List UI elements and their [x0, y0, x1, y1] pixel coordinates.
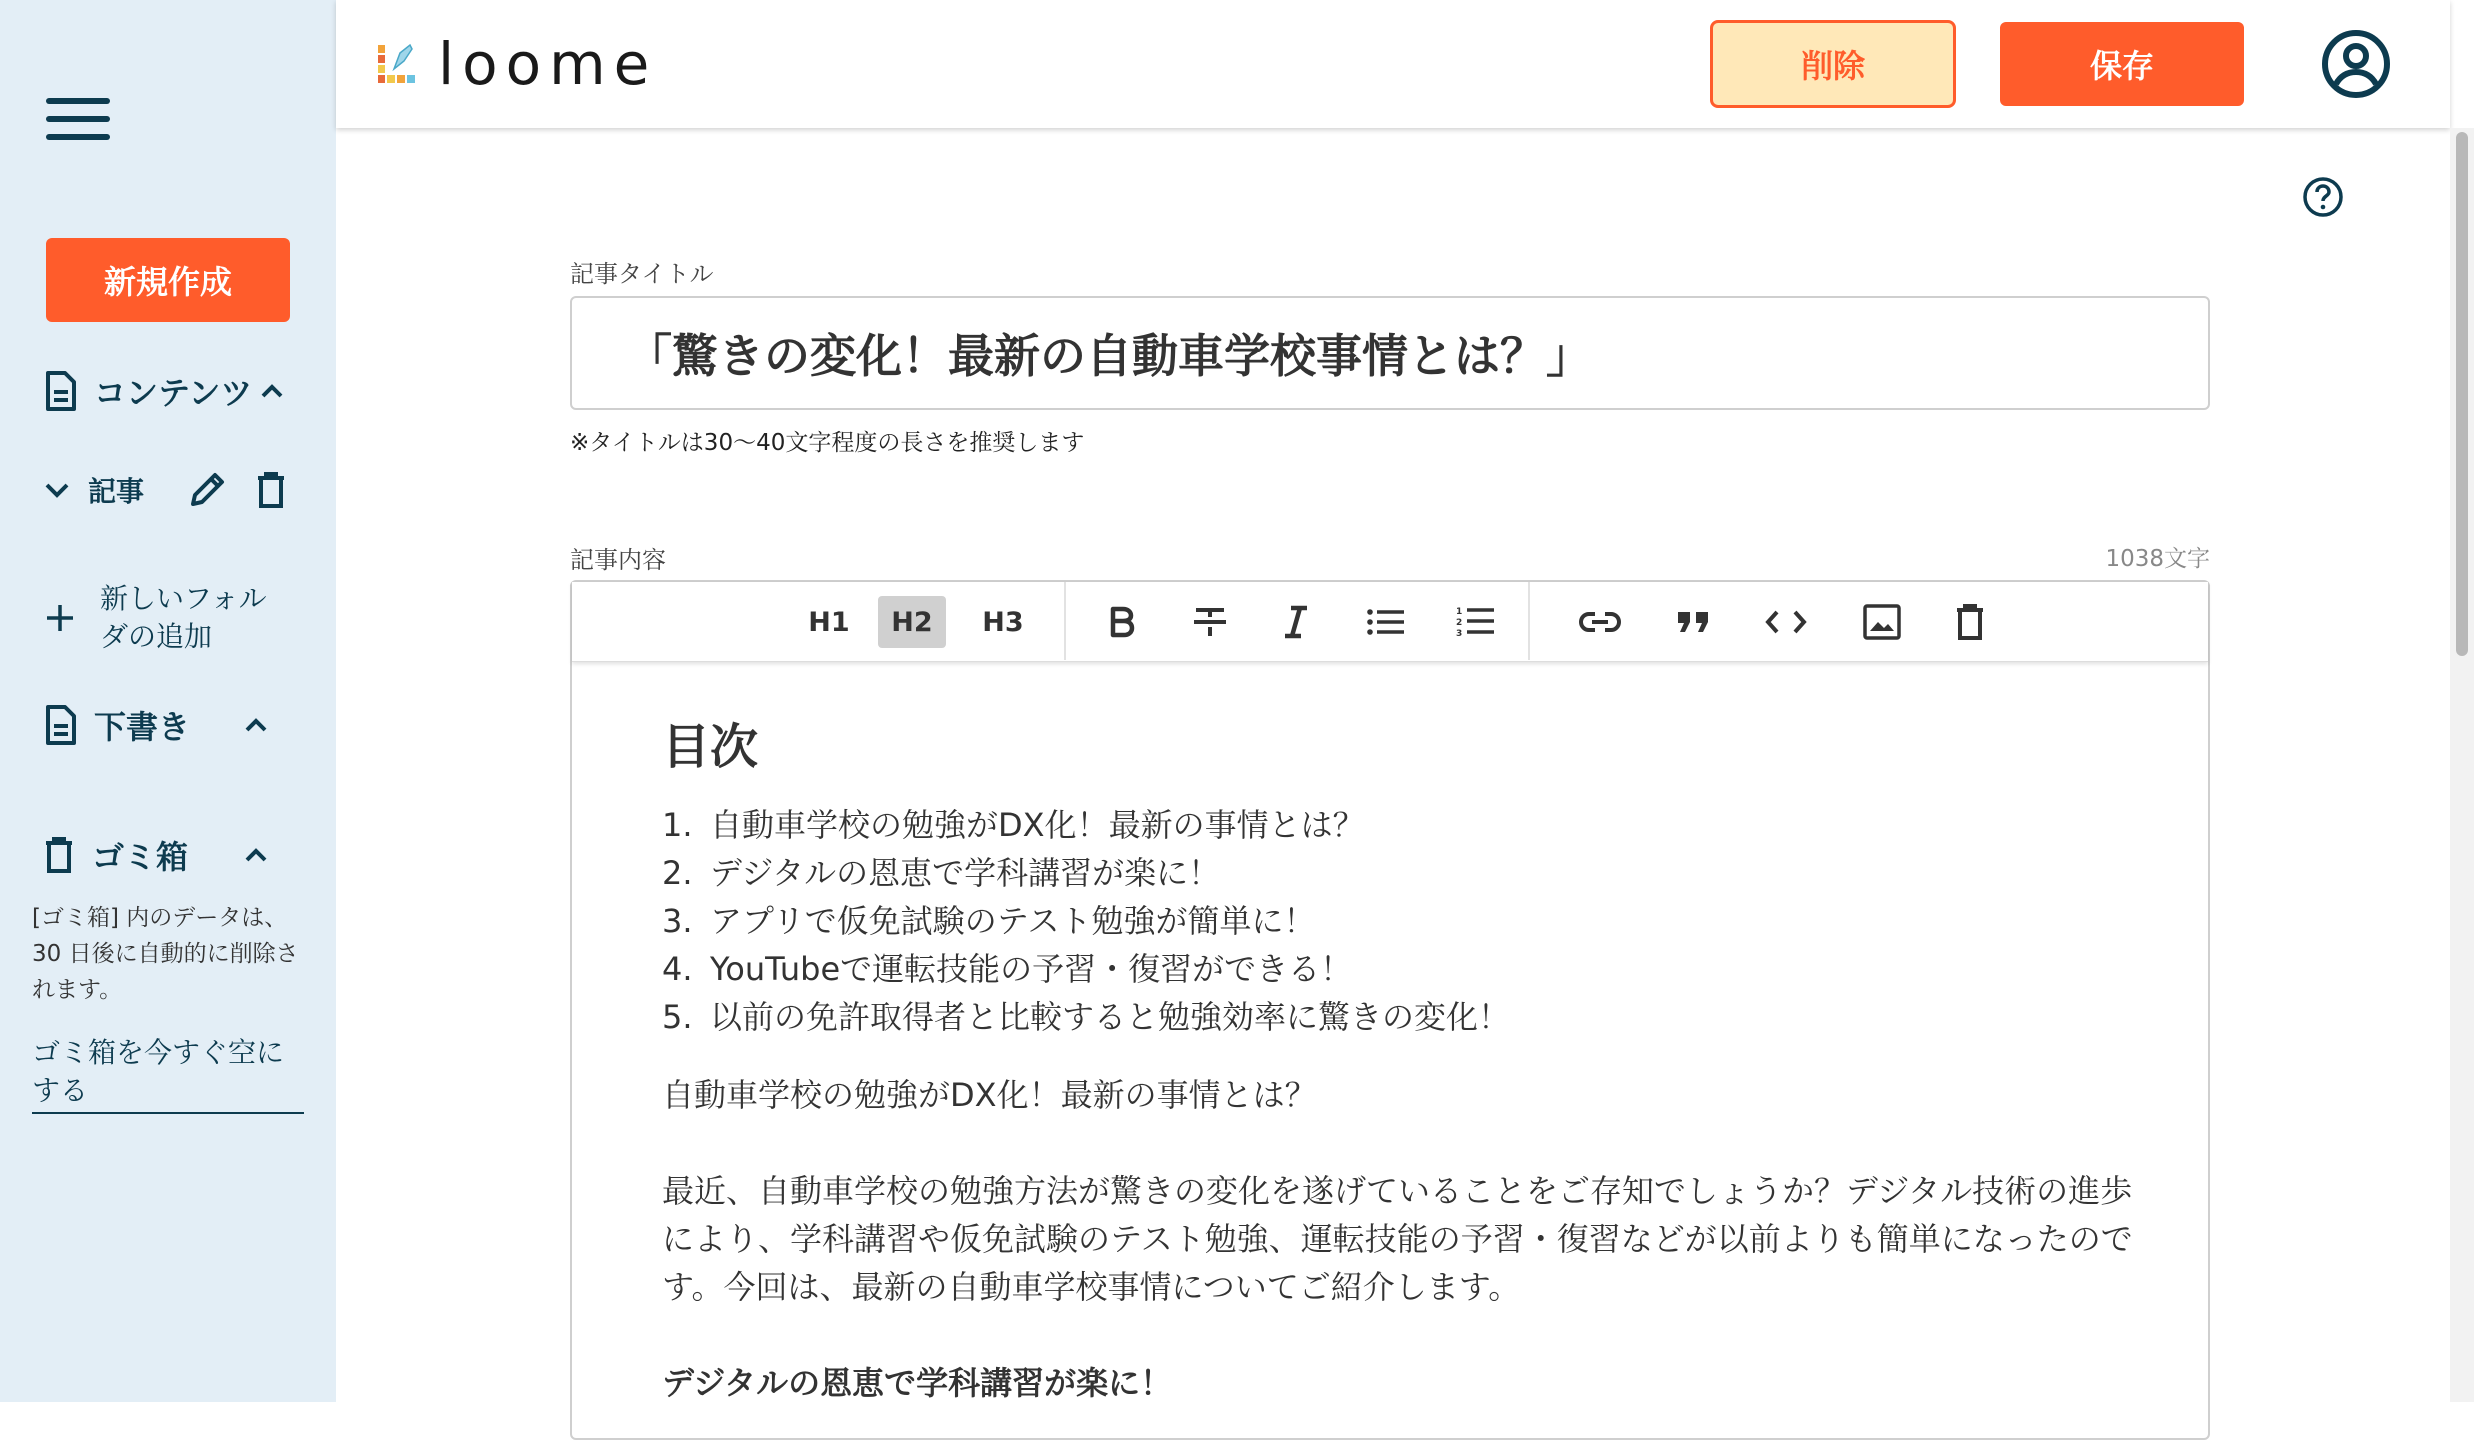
sidebar-item-label: ゴミ箱 — [92, 838, 189, 876]
numbered-list-icon — [1456, 605, 1496, 639]
sidebar-item-label: コンテンツ — [94, 374, 253, 412]
image-button[interactable] — [1850, 596, 1914, 648]
bold-button[interactable] — [1094, 596, 1150, 648]
paragraph: 自動車学校の勉強がDX化！最新の事情とは？ — [662, 1076, 1317, 1114]
toc-heading: 目次 — [662, 719, 759, 775]
link-button[interactable] — [1568, 596, 1632, 648]
list-text: 以前の免許取得者と比較すると勉強効率に驚きの変化！ — [710, 998, 1511, 1036]
section-heading: デジタルの恩恵で学科講習が楽に！ — [662, 1364, 1173, 1402]
content-label: 記事内容 — [570, 546, 666, 574]
add-folder-label: 新しいフォルダの追加 — [100, 582, 267, 653]
title-input[interactable] — [570, 296, 2210, 410]
menu-icon[interactable] — [46, 98, 110, 144]
list-text: デジタルの恩恵で学科講習が楽に！ — [710, 854, 1221, 892]
app-logo[interactable] — [376, 30, 657, 98]
chevron-up-icon[interactable] — [244, 847, 268, 863]
plus-icon — [44, 602, 76, 634]
code-icon — [1765, 609, 1807, 635]
chevron-down-icon[interactable] — [44, 481, 70, 499]
delete-button[interactable]: 削除 — [1710, 20, 1956, 108]
trash-icon — [44, 836, 74, 874]
italic-button[interactable] — [1268, 596, 1324, 648]
toolbar-divider — [1064, 582, 1066, 660]
trash-icon[interactable] — [256, 471, 286, 509]
top-header — [336, 0, 2450, 128]
list-item — [662, 993, 2142, 1041]
list-number: 1. — [662, 806, 693, 844]
title-hint: ※タイトルは30〜40文字程度の長さを推奨します — [570, 430, 1085, 456]
trash-icon — [1955, 603, 1985, 641]
h2-button[interactable]: H2 — [878, 596, 946, 648]
trash-note: [ゴミ箱] 内のデータは、30 日後に自動的に削除されます。 — [32, 905, 299, 1003]
bullet-list-button[interactable] — [1354, 596, 1418, 648]
list-number: 2. — [662, 854, 693, 892]
list-number: 5. — [662, 998, 693, 1036]
bold-icon — [1109, 606, 1135, 638]
strikethrough-button[interactable] — [1182, 596, 1238, 648]
document-icon — [44, 705, 78, 745]
editor-content[interactable] — [662, 682, 2142, 1407]
h3-button[interactable]: H3 — [982, 606, 1024, 638]
help-icon[interactable] — [2302, 176, 2344, 218]
chevron-up-icon[interactable] — [244, 717, 268, 733]
list-item — [662, 945, 2142, 993]
paragraph: 最近、自動車学校の勉強方法が驚きの変化を遂げていることをご存知でしょうか？デジタル技術の進歩により、学科講習や仮免試験のテスト勉強、運転技能の予習・復習などが以前よりも簡単になったのです。今回は、最新の自動車学校事情についてご紹介します。 — [662, 1172, 2133, 1306]
save-button[interactable]: 保存 — [2000, 22, 2244, 106]
list-text: YouTubeで運転技能の予習・復習ができる！ — [710, 950, 1353, 988]
scrollbar-thumb[interactable] — [2456, 132, 2468, 656]
new-create-button[interactable]: 新規作成 — [46, 238, 290, 322]
h1-button[interactable]: H1 — [808, 606, 850, 638]
page-scrollbar[interactable] — [2450, 128, 2474, 1402]
bullet-list-icon — [1366, 608, 1406, 636]
pencil-icon[interactable] — [188, 471, 226, 509]
delete-block-button[interactable] — [1938, 596, 2002, 648]
italic-icon — [1281, 605, 1311, 639]
list-text: 自動車学校の勉強がDX化！最新の事情とは？ — [710, 806, 1365, 844]
title-label: 記事タイトル — [570, 260, 714, 288]
strikethrough-icon — [1192, 605, 1228, 639]
svg-text:3: 3 — [1456, 629, 1463, 639]
sidebar — [0, 0, 336, 1402]
sidebar-item-label: 記事 — [88, 475, 145, 508]
sidebar-item-articles[interactable] — [44, 470, 286, 510]
image-icon — [1863, 604, 1901, 640]
list-text: アプリで仮免試験のテスト勉強が簡単に！ — [710, 902, 1316, 940]
list-item — [662, 897, 2142, 945]
list-item — [662, 849, 2142, 897]
quote-icon — [1676, 610, 1712, 634]
sidebar-item-trash[interactable] — [44, 832, 268, 878]
chevron-up-icon[interactable] — [260, 383, 284, 399]
sidebar-item-drafts[interactable] — [44, 702, 268, 748]
user-avatar-icon[interactable] — [2320, 28, 2392, 100]
list-number: 4. — [662, 950, 693, 988]
numbered-list-button[interactable] — [1444, 596, 1508, 648]
document-icon — [44, 371, 78, 411]
add-folder-item[interactable] — [44, 580, 280, 656]
link-icon — [1578, 610, 1622, 634]
char-count: 1038文字 — [2105, 546, 2210, 572]
list-item — [662, 801, 2142, 849]
svg-text:2: 2 — [1456, 618, 1463, 628]
sidebar-item-label: 下書き — [94, 708, 191, 746]
empty-trash-link[interactable]: ゴミ箱を今すぐ空にする — [32, 1034, 304, 1114]
toc-list — [662, 801, 2142, 1041]
sidebar-item-contents[interactable] — [44, 368, 284, 414]
toolbar-divider — [1528, 582, 1530, 660]
quote-button[interactable] — [1662, 596, 1726, 648]
loome-logo-icon — [376, 41, 418, 87]
app-name: loome — [438, 30, 658, 98]
rich-text-editor[interactable] — [570, 580, 2210, 1440]
svg-text:1: 1 — [1456, 607, 1463, 617]
editor-toolbar — [572, 582, 2208, 662]
code-button[interactable] — [1754, 596, 1818, 648]
list-number: 3. — [662, 902, 693, 940]
